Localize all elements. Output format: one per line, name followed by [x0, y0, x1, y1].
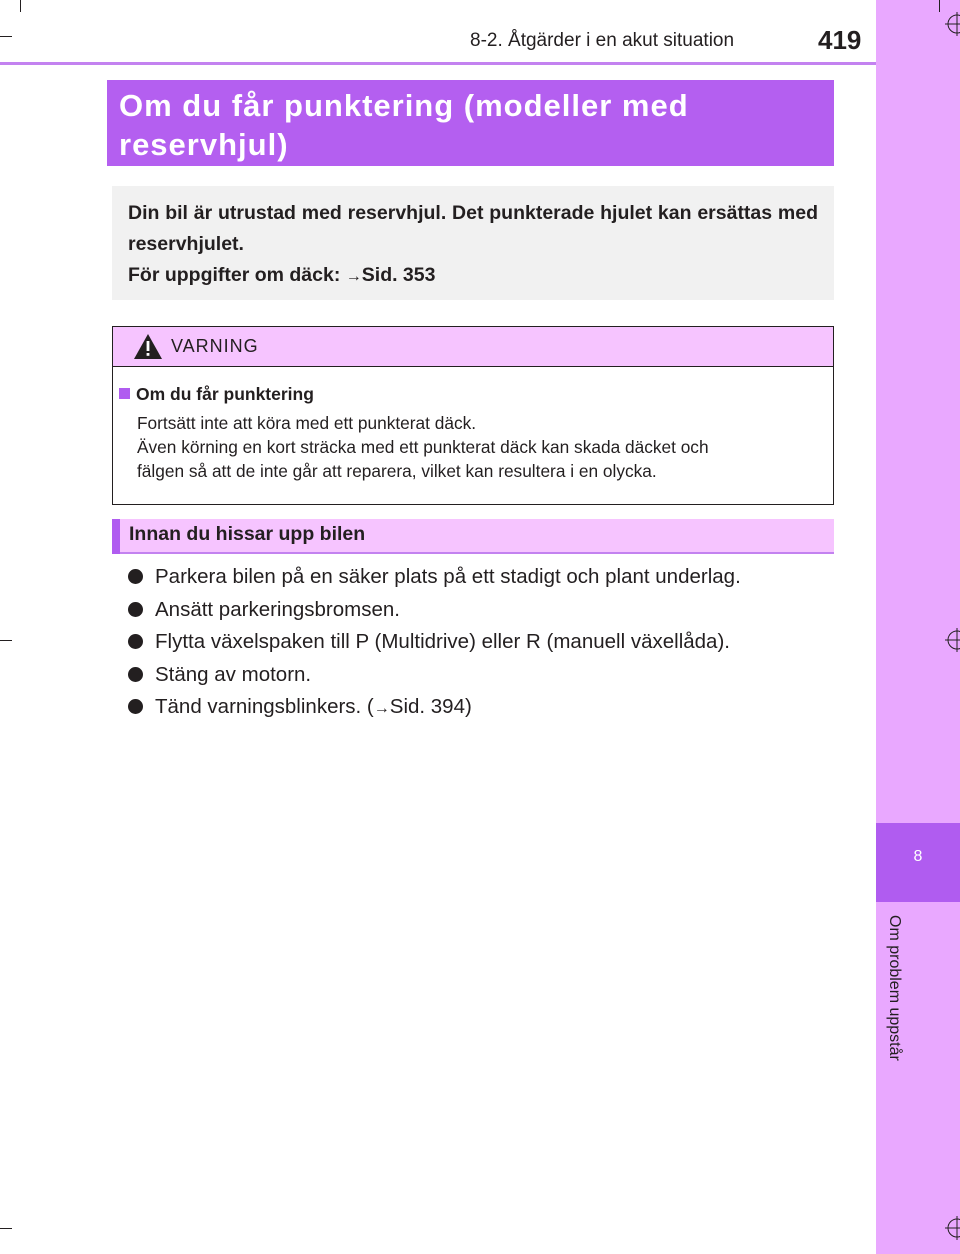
list-item: [128, 692, 828, 725]
bullet-icon: [128, 569, 143, 584]
chapter-title: Om problem uppstår: [886, 915, 903, 1061]
list-item: [128, 595, 828, 628]
bullet-icon: [128, 634, 143, 649]
square-bullet-icon: [119, 388, 130, 399]
registration-mark-icon: [945, 12, 960, 36]
steps-list: [128, 562, 828, 725]
registration-mark-icon: [945, 1216, 960, 1240]
step-text: Parkera bilen på en säker plats på ett stadigt och plant underlag.: [155, 565, 741, 588]
header-rule: [0, 62, 876, 65]
page-title-box: [107, 80, 834, 166]
list-item: [128, 562, 828, 595]
section-header: [112, 519, 834, 554]
step-reference[interactable]: Sid. 394): [389, 695, 472, 718]
warning-line: fälgen så att de inte går att reparera, vilket kan resultera i en olycka.: [137, 461, 657, 481]
step-text: Tänd varningsblinkers. (: [155, 695, 374, 718]
bullet-icon: [128, 602, 143, 617]
header-section-title: 8-2. Åtgärder i en akut situation: [470, 30, 735, 51]
bullet-icon: [128, 699, 143, 714]
step-text: Stäng av motorn.: [155, 662, 312, 686]
intro-ref-label: För uppgifter om däck:: [128, 264, 341, 286]
list-item: [128, 627, 828, 660]
warning-triangle-icon: [133, 333, 163, 360]
bullet-icon: [128, 667, 143, 682]
section-accent-bar: [112, 519, 120, 554]
crop-mark: [20, 0, 21, 12]
page-title: Om du får punktering (modeller med reservhjul): [119, 88, 689, 162]
intro-ref-page[interactable]: Sid. 353: [361, 264, 436, 286]
crop-mark: [0, 36, 12, 37]
list-item: [128, 660, 828, 693]
arrow-icon: →: [345, 268, 362, 285]
chapter-side-tab: [876, 0, 960, 1254]
step-text: Flytta växelspaken till P (Multidrive) eller R (manuell växellåda).: [155, 630, 730, 653]
warning-heading-text: Om du får punktering: [136, 384, 314, 404]
warning-body: [137, 411, 827, 483]
intro-box: [112, 186, 834, 300]
warning-heading: [119, 384, 314, 405]
step-text: Ansätt parkeringsbromsen.: [155, 597, 400, 621]
section-title: Innan du hissar upp bilen: [129, 523, 366, 545]
warning-header: [113, 327, 833, 367]
warning-line: Även körning en kort sträcka med ett punkterat däck kan skada däcket och: [137, 437, 709, 457]
crop-mark: [0, 640, 12, 641]
intro-reference: [128, 264, 435, 287]
warning-label: VARNING: [171, 336, 259, 356]
warning-line: Fortsätt inte att köra med ett punkterat däck.: [137, 413, 477, 433]
crop-mark: [939, 0, 940, 12]
crop-mark: [0, 1228, 12, 1229]
warning-box: [112, 326, 834, 505]
registration-mark-icon: [945, 628, 960, 652]
chapter-number: 8: [913, 848, 923, 865]
page-number: 419: [818, 25, 862, 55]
arrow-icon: →: [373, 700, 390, 717]
intro-text: Din bil är utrustad med reservhjul. Det punkterade hjulet kan ersättas med reservhjulet.: [128, 202, 818, 255]
